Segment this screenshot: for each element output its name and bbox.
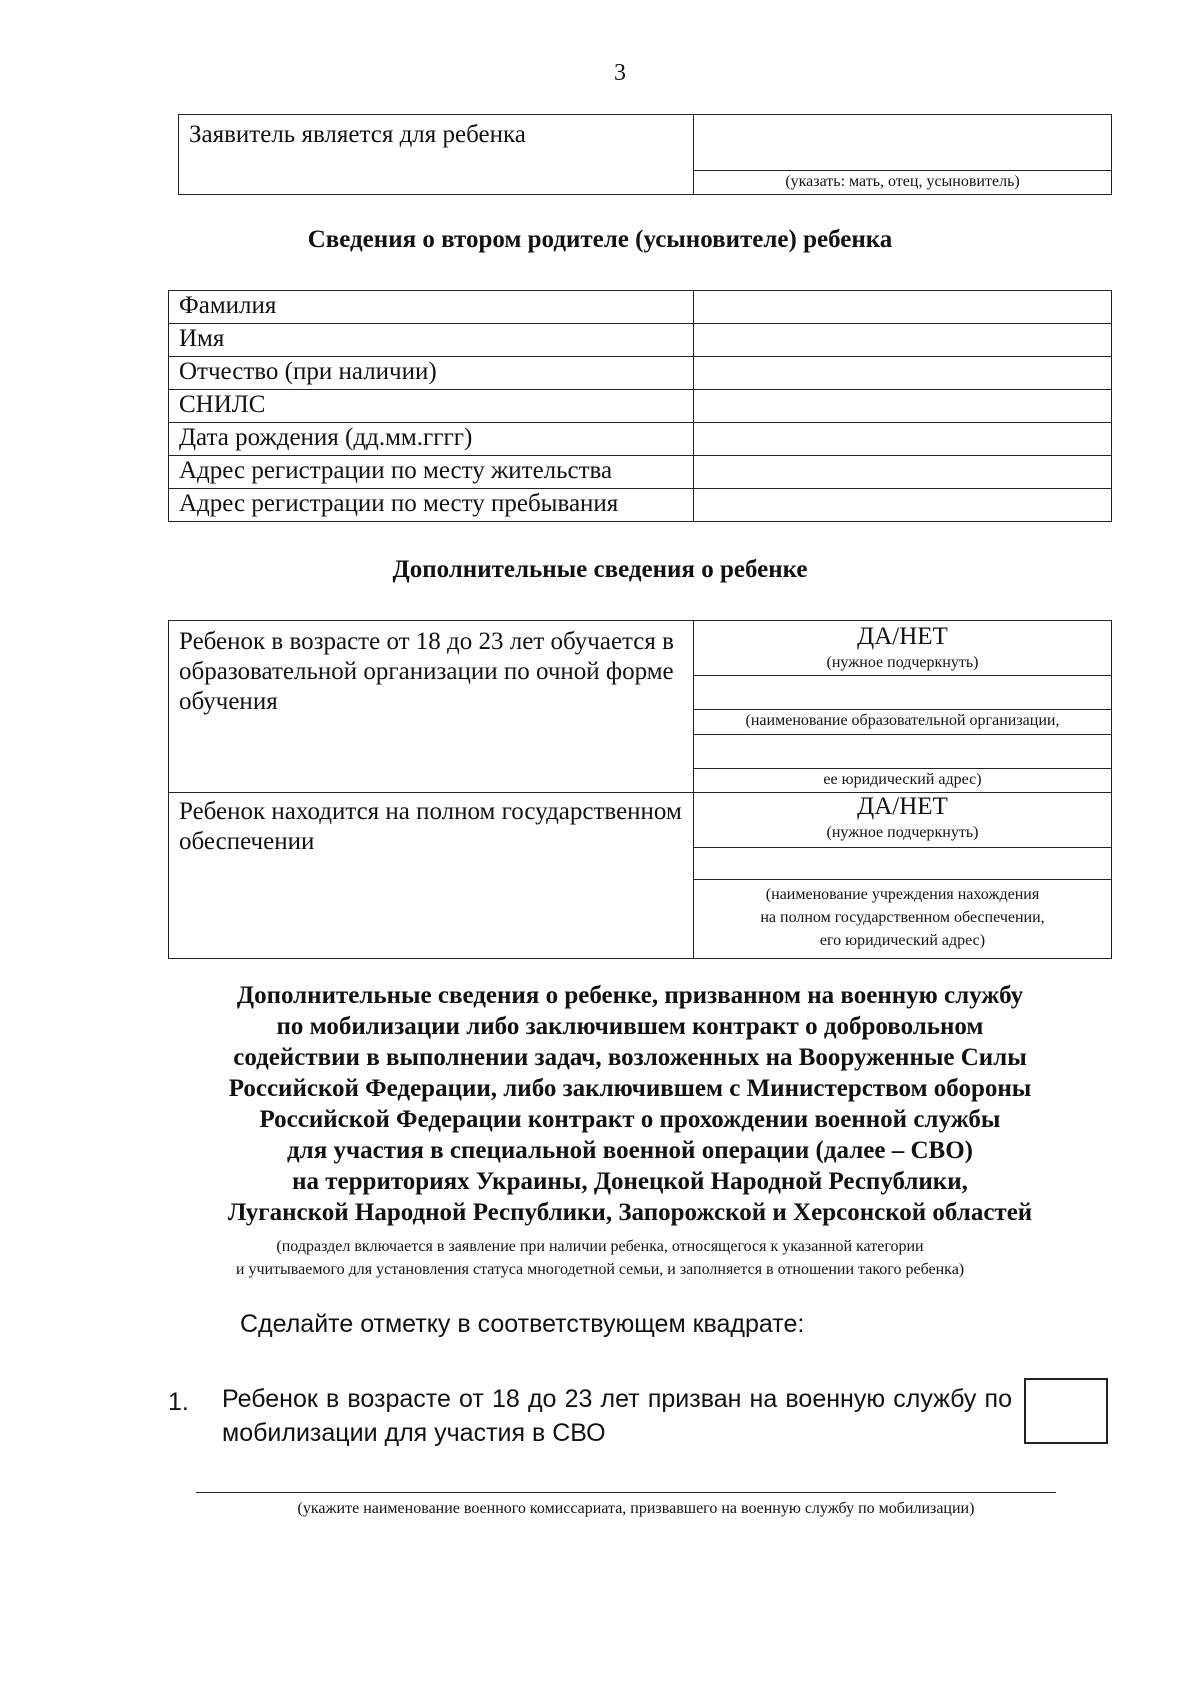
military-note (0, 1235, 1200, 1281)
commissariat-line[interactable] (196, 1492, 1056, 1493)
state-support-hint-1: (наименование учреждения нахождения (765, 886, 1040, 903)
student-org-hint: (наименование образовательной организации, (745, 712, 1060, 729)
student-address-hint: ее юридический адрес) (823, 771, 982, 788)
military-heading-line: Луганской Народной Республики, Запорожской и Херсонской областей (227, 1199, 1033, 1226)
field-label-snils: СНИЛС (169, 390, 694, 423)
field-label-birthdate: Дата рождения (дд.мм.гггг) (169, 423, 694, 456)
student-org-field[interactable] (694, 677, 1111, 709)
second-parent-heading: Сведения о втором родителе (усыновителе) ребенка (307, 226, 893, 253)
field-value-residence-address[interactable] (694, 456, 1112, 489)
student-address-field[interactable] (694, 736, 1111, 768)
applicant-label: Заявитель является для ребенка (189, 121, 526, 148)
military-heading-line: Российской Федерации контракт о прохождении военной службы (259, 1106, 1001, 1133)
additional-info-heading: Дополнительные сведения о ребенке (392, 556, 808, 583)
military-heading-line: содействии в выполнении задач, возложенных на Вооруженные Силы (233, 1044, 1027, 1071)
applicant-table (178, 114, 1112, 195)
student-answer-cell (694, 621, 1112, 793)
field-label-name: Имя (169, 324, 694, 357)
state-support-yes-no[interactable]: ДА/НЕТ (857, 793, 948, 820)
item-1-checkbox[interactable] (1024, 1378, 1108, 1444)
military-heading-line: Российской Федерации, либо заключившем с Министерством обороны (228, 1075, 1032, 1102)
field-label-stay-address: Адрес регистрации по месту пребывания (169, 489, 694, 522)
field-value-snils[interactable] (694, 390, 1112, 423)
field-label-residence-address: Адрес регистрации по месту жительства (169, 456, 694, 489)
additional-info-table (168, 620, 1112, 959)
student-underline-hint: (нужное подчеркнуть) (826, 654, 979, 671)
military-heading-line: Дополнительные сведения о ребенке, призванном на военную службу (236, 982, 1024, 1009)
page-number: 3 (614, 60, 626, 86)
student-yes-no[interactable]: ДА/НЕТ (857, 623, 948, 650)
state-support-answer-cell (694, 793, 1112, 959)
applicant-relation-cell[interactable] (694, 115, 1112, 195)
applicant-relation-hint: (указать: мать, отец, усыновитель) (785, 173, 1020, 190)
item-1-text: Ребенок в возрасте от 18 до 23 лет призван на военную службу по мобилизации для участия в СВО (222, 1385, 1012, 1447)
military-note-line-2: и учитываемого для установления статуса многодетной семьи, и заполняется в отношении такого ребенка) (235, 1261, 965, 1278)
state-support-label: Ребенок находится на полном государственном обеспечении (169, 793, 694, 959)
student-label: Ребенок в возрасте от 18 до 23 лет обучается в образовательной организации по очной форме обучения (169, 621, 694, 793)
military-heading-line: для участия в специальной военной операции (далее – СВО) (287, 1137, 973, 1164)
second-parent-table (168, 290, 1112, 522)
state-support-underline-hint: (нужное подчеркнуть) (826, 824, 979, 841)
applicant-label-cell (179, 115, 694, 195)
military-section-heading (150, 980, 1110, 1228)
mark-prompt: Сделайте отметку в соответствующем квадрате: (240, 1310, 805, 1338)
military-heading-line: на территориях Украины, Донецкой Народной Республики, (292, 1168, 968, 1195)
military-heading-line: по мобилизации либо заключившем контракт о добровольном (276, 1013, 984, 1040)
field-value-patronymic[interactable] (694, 357, 1112, 390)
field-value-name[interactable] (694, 324, 1112, 357)
state-support-hint-3: его юридический адрес) (819, 932, 986, 949)
state-support-hint-2: на полном государственном обеспечении, (760, 909, 1045, 926)
item-1-number: 1. (168, 1388, 189, 1416)
field-value-stay-address[interactable] (694, 489, 1112, 522)
commissariat-caption: (укажите наименование военного комиссариата, призвавшего на военную службу по мобилизации) (297, 1500, 975, 1517)
field-value-birthdate[interactable] (694, 423, 1112, 456)
state-support-institution-field[interactable] (694, 849, 1111, 879)
military-note-line-1: (подраздел включается в заявление при наличии ребенка, относящегося к указанной категории (276, 1238, 924, 1255)
field-value-surname[interactable] (694, 291, 1112, 324)
field-label-patronymic: Отчество (при наличии) (169, 357, 694, 390)
field-label-surname: Фамилия (169, 291, 694, 324)
